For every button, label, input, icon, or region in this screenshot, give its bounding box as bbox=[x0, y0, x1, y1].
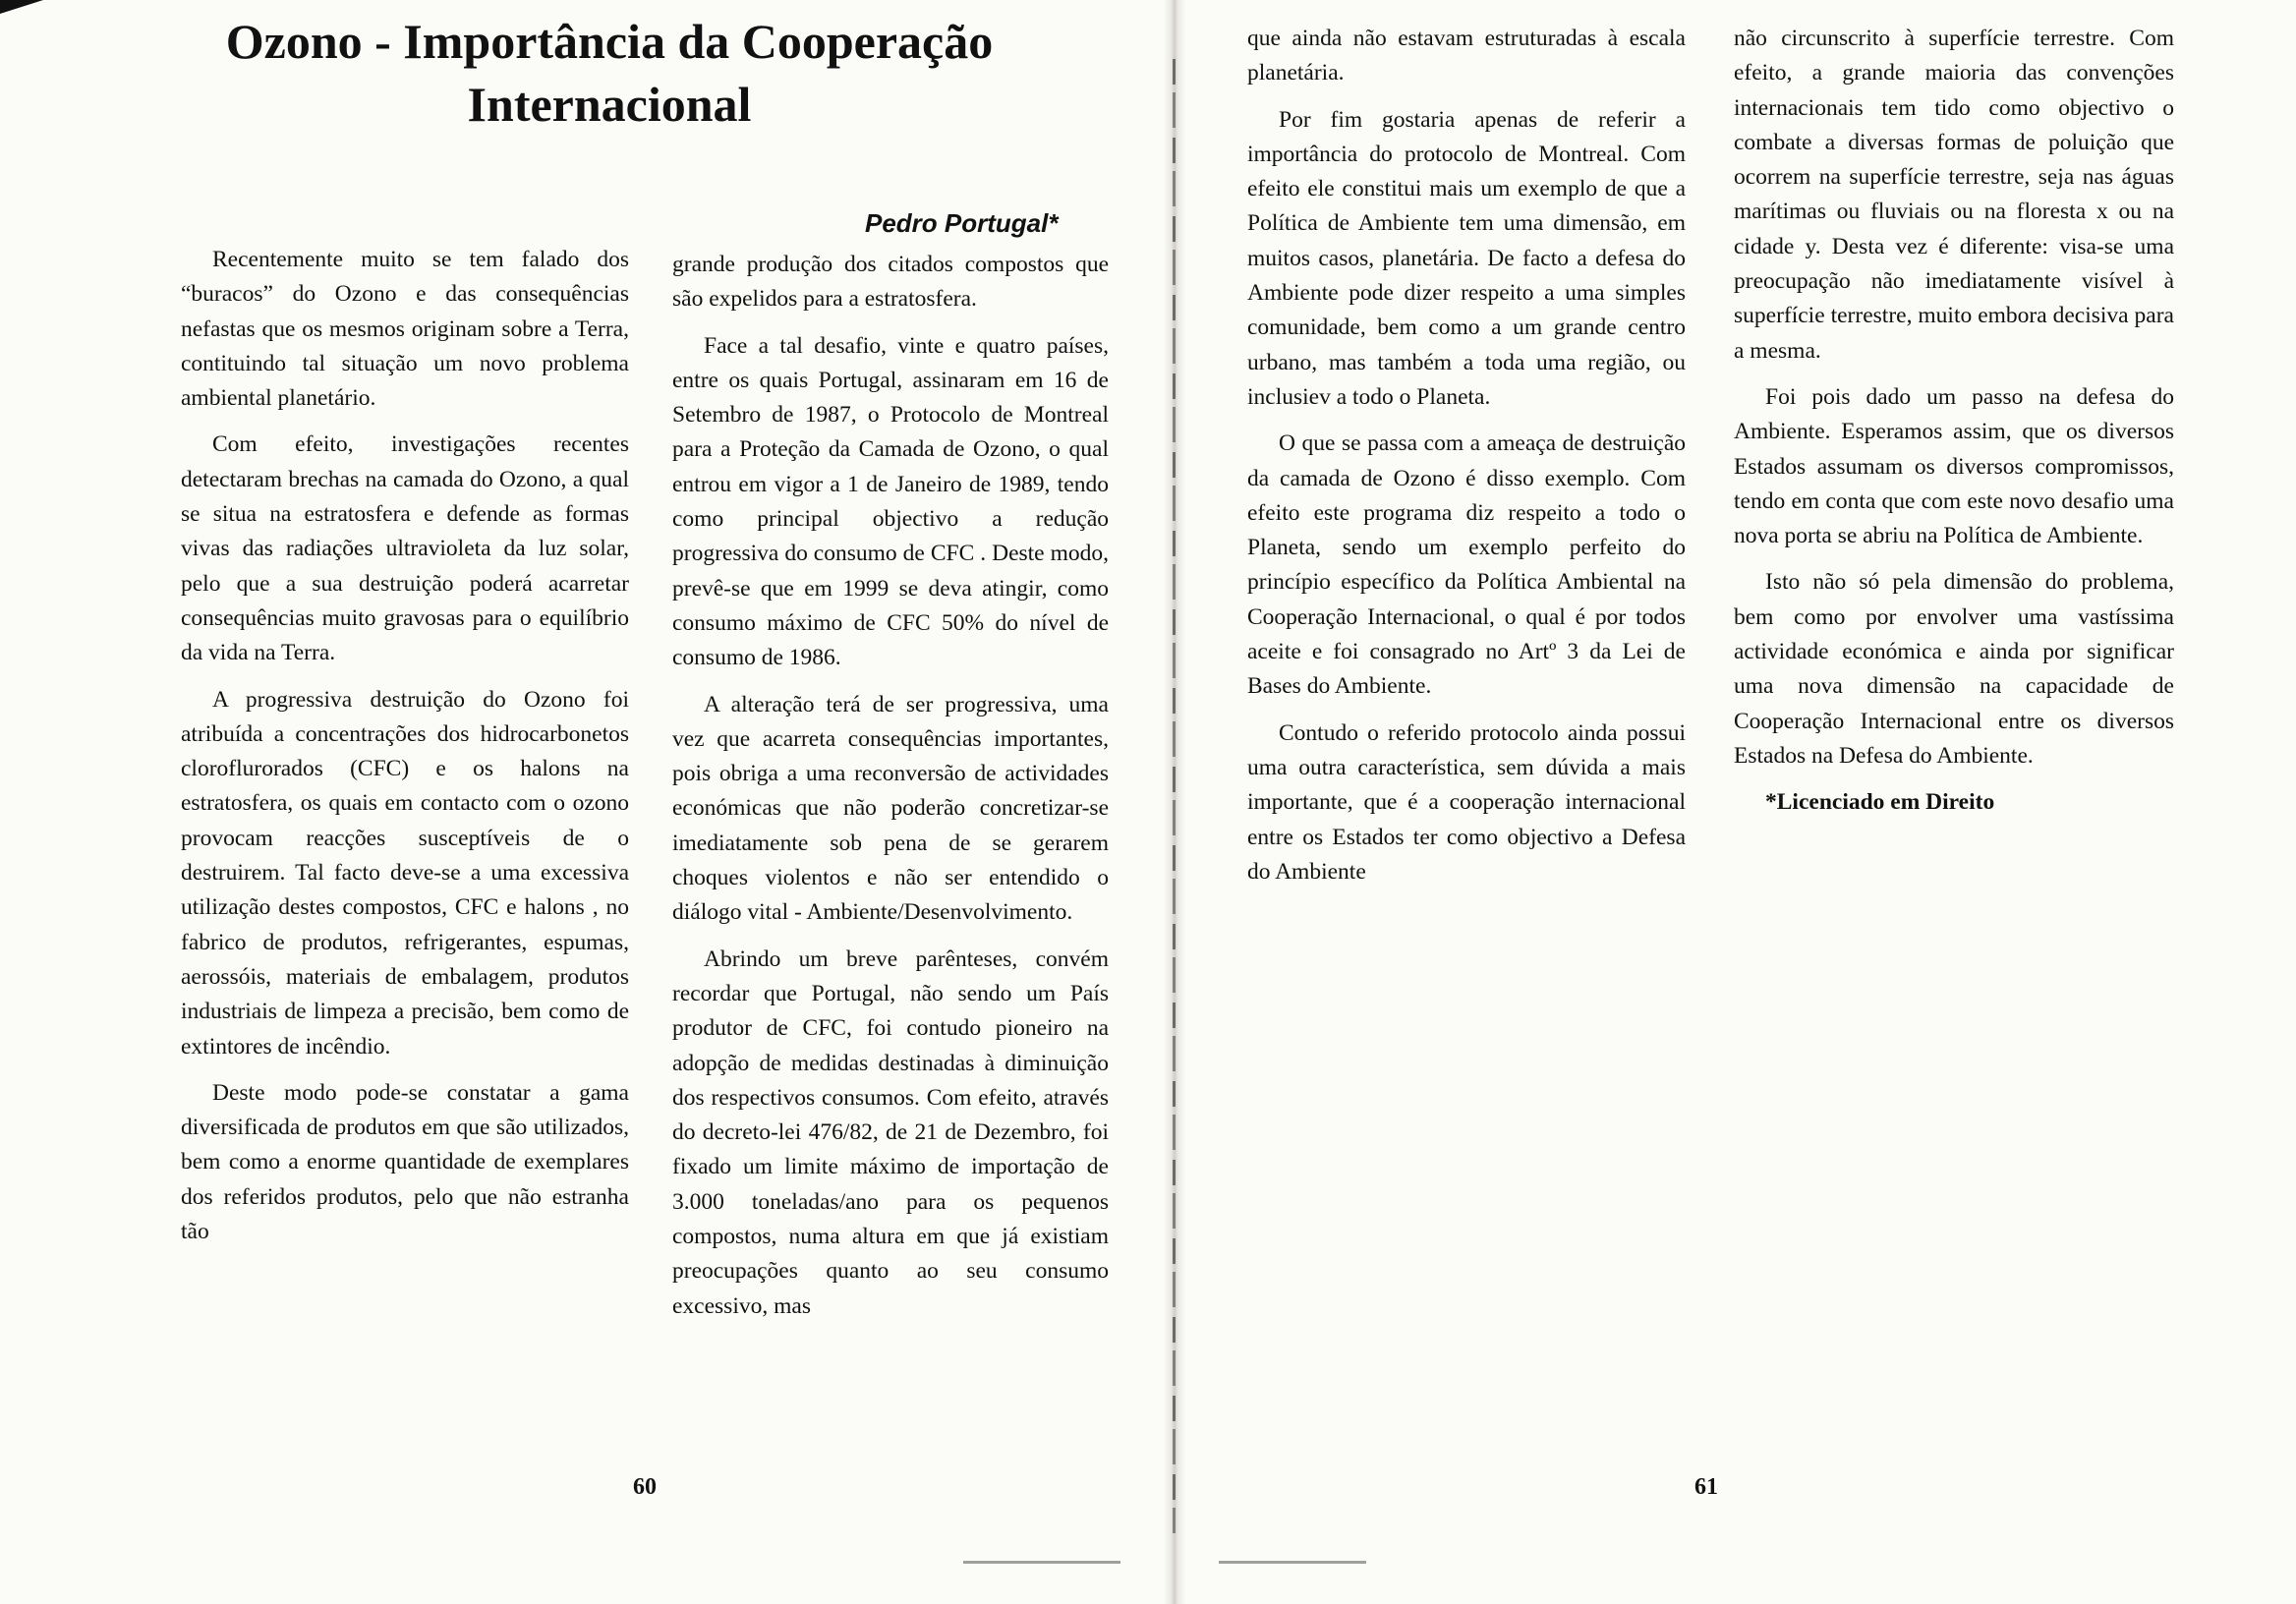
paragraph-continued: que ainda não estavam estruturadas à escala planetária. bbox=[1247, 26, 1686, 86]
paragraph-continued: grande produção dos citados compostos que são expelidos para a estratosfera. bbox=[672, 252, 1109, 313]
scan-smudge bbox=[963, 1561, 1120, 1564]
paragraph: Deste modo pode-se constatar a gama diversificada de produtos em que são utilizados, bem como a enorme quantidade de exemplares dos referidos produtos, pelo que não estranha tão bbox=[181, 1079, 629, 1245]
paragraph-continued: não circunscrito à superfície terrestre. Com efeito, a grande maioria das convenções internacionais tem tido como objectivo o combate a diversas formas de poluição que ocorrem na superfície terrestre, seja nas águas marítimas ou fluviais ou na floresta x ou na cidade y. Desta vez é diferente: visa-se uma preocupação não imediatamente visível à superfície terrestre, muito embora decisiva para a mesma. bbox=[1734, 26, 2174, 364]
paragraph: Contudo o referido protocolo ainda possui uma outra característica, sem dúvida a mais importante, que é a cooperação internacional entre os Estados ter como objectivo a Defesa do Ambiente bbox=[1247, 719, 1686, 885]
paragraph: Com efeito, investigações recentes detectaram brechas na camada do Ozono, a qual se situa na estratosfera e defende as formas vivas das radiações ultravioleta da luz solar, pelo que a sua destruição poderá acarretar consequências muito gravosas para o equilíbrio da vida na Terra. bbox=[181, 431, 629, 666]
page-number-left: 60 bbox=[633, 1474, 657, 1500]
paragraph: Isto não só pela dimensão do problema, bem como por envolver uma vastíssima actividade económica e ainda por significar uma nova dimensão na capacidade de Cooperação Internacional entre os diversos Estados na Defesa do Ambiente. bbox=[1734, 569, 2174, 769]
paragraph: A progressiva destruição do Ozono foi atribuída a concentrações dos hidrocarbonetos cloroflurorados (CFC) e os halons na estratosfera, os quais em contacto com o ozono provocam reacções susceptíveis de o destruirem. Tal facto deve-se a uma excessiva utilização destes compostos, CFC e halons , no fabrico de produtos, refrigerantes, espumas, aerossóis, materiais de embalagem, produtos industriais de limpeza a precisão, bem como de extintores de incêndio. bbox=[181, 686, 629, 1060]
text-column-2 bbox=[672, 248, 1109, 1336]
paragraph: Face a tal desafio, vinte e quatro países, entre os quais Portugal, assinaram em 16 de Setembro de 1987, o Protocolo de Montreal para a Proteção da Camada de Ozono, o qual entrou em vigor a 1 de Janeiro de 1989, tendo como principal objectivo a redução progressiva do consumo de CFC . Deste modo, prevê-se que em 1999 se deva atingir, como consumo máximo de CFC 50% do nível de consumo de 1986. bbox=[672, 332, 1109, 671]
paragraph: Foi pois dado um passo na defesa do Ambiente. Esperamos assim, que os diversos Estados assumam os diversos compromissos, tendo em conta que com este novo desafio uma nova porta se abriu na Política de Ambiente. bbox=[1734, 383, 2174, 549]
author-note: *Licenciado em Direito bbox=[1765, 789, 1995, 816]
paragraph: A alteração terá de ser progressiva, uma vez que acarreta consequências importantes, pois obriga a uma reconversão de actividades económicas que não poderão concretizar-se imediatamente sob pena de se gerarem choques violentos e não ser entendido o diálogo vital - Ambiente/Desenvolvimento. bbox=[672, 691, 1109, 926]
text-column-4 bbox=[1734, 22, 2174, 832]
binding-shadow bbox=[1173, 59, 1176, 1533]
article-author: Pedro Portugal* bbox=[865, 208, 1059, 238]
paragraph: Recentemente muito se tem falado dos “buracos” do Ozono e das consequências nefastas que os mesmos originam sobre a Terra, contituindo tal situação um novo problema ambiental planetário. bbox=[181, 247, 629, 412]
scan-smudge bbox=[1219, 1561, 1366, 1564]
paragraph: Abrindo um breve parênteses, convém recordar que Portugal, não sendo um País produtor de CFC, foi contudo pioneiro na adopção de medidas destinadas à diminuição dos respectivos consumos. Com efeito, através do decreto-lei 476/82, de 21 de Dezembro, foi fixado um limite máximo de importação de 3.000 toneladas/ano para os pequenos compostos, numa altura em que já existiam preocupações quanto ao seu consumo excessivo, mas bbox=[672, 945, 1109, 1319]
article-title: Ozono - Importância da Cooperação Internacional bbox=[225, 14, 994, 132]
text-column-3 bbox=[1247, 22, 1686, 901]
paragraph: O que se passa com a ameaça de destruição da camada de Ozono é disso exemplo. Com efeito este programa diz respeito a todo o Planeta, sendo um exemplo perfeito do princípio específico da Política Ambiental na Cooperação Internacional, o qual é por todos aceite e foi consagrado no Artº 3 da Lei de Bases do Ambiente. bbox=[1247, 430, 1686, 700]
paragraph: Por fim gostaria apenas de referir a importância do protocolo de Montreal. Com efeito ele constitui mais um exemplo de que a Política de Ambiente tem uma dimensão, em muitos casos, planetária. De facto a defesa do Ambiente pode dizer respeito a uma simples comunidade, bem como a um grande centro urbano, mas também a toda uma região, ou inclusiev a todo o Planeta. bbox=[1247, 106, 1686, 410]
scan-corner-mark bbox=[0, 0, 43, 14]
page-number-right: 61 bbox=[1694, 1474, 1718, 1500]
text-column-1 bbox=[181, 243, 629, 1261]
